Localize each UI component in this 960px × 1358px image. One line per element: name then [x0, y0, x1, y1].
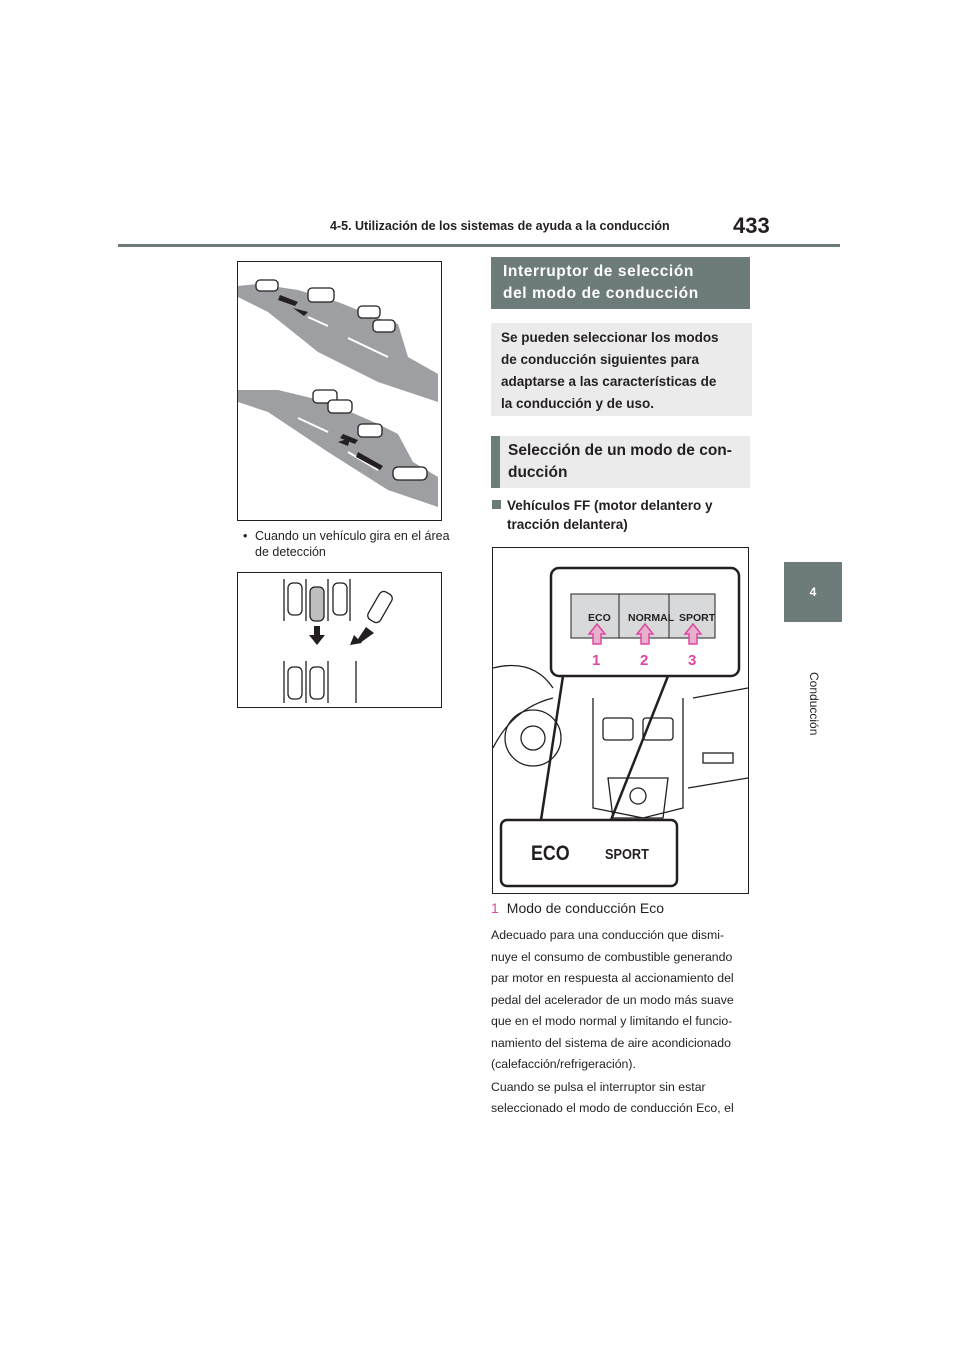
body-line: namiento del sistema de aire acondicionado	[491, 1035, 731, 1050]
body-line: pedal del acelerador de un modo más suave	[491, 992, 734, 1007]
chapter-tab: 4	[784, 562, 842, 622]
subsection-heading-line: Selección de un modo de con-	[508, 442, 732, 459]
section-heading-line: Interruptor de selección	[503, 263, 694, 280]
running-header-title: 4-5. Utilización de los sistemas de ayuda a la conducción	[330, 219, 670, 233]
chapter-label: Conducción	[807, 672, 821, 736]
item-number: 1	[491, 900, 499, 916]
summary-line: la conducción y de uso.	[501, 396, 655, 411]
vehicle-type-heading	[492, 496, 752, 534]
callout-2: 2	[640, 652, 649, 669]
lane-change-figure	[237, 261, 442, 521]
vehicle-heading-line: tracción delantera)	[507, 517, 628, 532]
item-title: Modo de conducción Eco	[506, 900, 665, 916]
body-line: seleccionado el modo de conducción Eco, el	[491, 1101, 734, 1115]
figure-note-text: Cuando un vehículo gira en el área de detección	[255, 529, 450, 559]
drive-mode-figure	[492, 547, 749, 894]
summary-line: adaptarse a las características de	[501, 374, 717, 389]
subsection-heading	[491, 436, 750, 488]
movement-arrows	[309, 626, 374, 645]
body-line: Cuando se pulsa el interruptor sin estar	[491, 1079, 706, 1094]
subsection-heading-line: ducción	[508, 464, 568, 481]
body-line: Adecuado para una conducción que dismi-	[491, 928, 725, 942]
road-illustration	[238, 262, 441, 520]
parking-illustration	[238, 573, 441, 707]
callout-3: 3	[688, 652, 697, 669]
vehicle-heading-line: Vehículos FF (motor delantero y	[507, 498, 713, 513]
item-1	[491, 900, 664, 916]
figure-note	[245, 528, 450, 560]
callout-1: 1	[592, 652, 601, 669]
body-line: que en el modo normal y limitando el funcio-	[491, 1014, 733, 1028]
eco-button: ECO	[588, 612, 611, 624]
square-bullet-icon	[492, 500, 501, 509]
summary-line: de conducción siguientes para	[501, 352, 700, 367]
normal-button: NORMAL	[628, 612, 675, 624]
summary-line: Se pueden seleccionar los modos	[501, 330, 719, 345]
body-line: par motor en respuesta al accionamiento del	[491, 971, 734, 985]
header-rule	[118, 244, 840, 247]
body-text	[491, 926, 756, 1121]
summary-box	[491, 323, 752, 416]
section-heading-line: del modo de conducción	[503, 285, 699, 302]
parked-car-icons	[288, 583, 394, 699]
body-line: (calefacción/refrigeración).	[491, 1057, 636, 1071]
section-heading	[491, 257, 750, 309]
bullet-mark: •	[243, 529, 248, 543]
body-line: nuye el consumo de combustible generando	[491, 949, 733, 964]
parking-figure	[237, 572, 442, 708]
sport-button: SPORT	[679, 612, 716, 624]
page-number: 433	[733, 213, 770, 238]
eco-label: ECO	[531, 842, 570, 865]
sport-label: SPORT	[605, 846, 649, 863]
